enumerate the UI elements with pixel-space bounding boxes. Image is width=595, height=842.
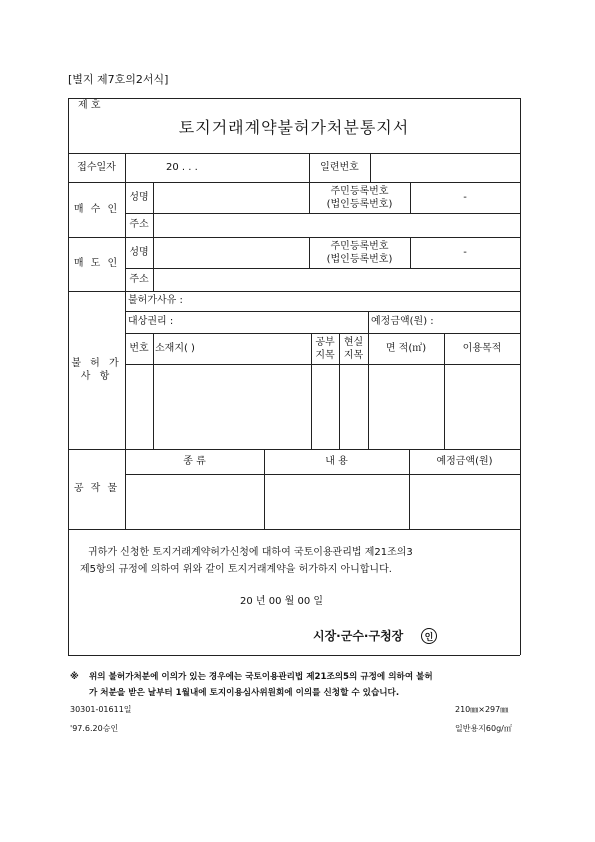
buyer-name-field[interactable] — [153, 182, 309, 213]
row-line — [125, 474, 520, 475]
table-border-bottom-main — [68, 529, 520, 530]
buyer-name-label: 성명 — [129, 191, 149, 203]
structures-kind-header: 종 류 — [183, 455, 206, 467]
seller-address-label: 주소 — [129, 273, 149, 285]
seller-label: 매 도 인 — [73, 258, 120, 270]
buyer-id-label — [309, 182, 410, 213]
seller-id-field[interactable]: - — [463, 246, 467, 258]
col-header-area: 면 적(㎡) — [385, 342, 427, 354]
notice-line-1: 귀하가 신청한 토지거래계약허가신청에 대하여 국토이용관리법 제21조의3 — [88, 547, 413, 558]
col-header-number: 번호 — [129, 342, 149, 354]
serial-number-field[interactable] — [370, 153, 520, 182]
structures-content-header: 내 용 — [325, 455, 348, 467]
footnote-line-1: 위의 불허가처분에 이의가 있는 경우에는 국토이용관리법 제21조의5의 규정에 의하여 불허 — [89, 672, 433, 682]
actual-category-line2: 지목 — [343, 349, 364, 361]
buyer-address-field[interactable] — [153, 213, 520, 237]
seller-id-label-line1: 주민등록번호 — [330, 240, 389, 252]
paper-size: 210㎜×297㎜ — [455, 705, 509, 714]
buyer-id-label-line2: (법인등록번호) — [326, 198, 393, 210]
approval-date: '97.6.20승인 — [70, 724, 119, 733]
table-border-right — [520, 98, 521, 655]
footnote-mark: ※ — [70, 672, 79, 682]
seal-icon: 인 — [421, 628, 437, 644]
col-line — [125, 153, 126, 182]
col-header-purpose: 이용목적 — [462, 342, 502, 354]
seller-id-label — [309, 237, 410, 268]
serial-number-label: 일련번호 — [320, 161, 359, 173]
col-header-official-category — [311, 333, 339, 364]
footnote-line-2: 가 처분을 받은 날부터 1월내에 토지이용심사위원회에 이의를 신청할 수 있습니다. — [89, 688, 400, 698]
table-border-bottom — [68, 655, 520, 656]
form-number: [별지 제7호의2서식] — [68, 73, 169, 86]
denial-section-label-line2: 사 항 — [80, 371, 113, 382]
structures-label: 공 작 물 — [73, 483, 120, 495]
notice-line-2: 제5항의 규정에 의하여 위와 같이 토지거래계약을 허가하지 아니합니다. — [80, 564, 392, 575]
buyer-id-label-line1: 주민등록번호 — [330, 185, 389, 197]
receipt-date-field[interactable]: 20 . . . — [166, 162, 198, 173]
actual-category-line1: 현실 — [343, 336, 364, 348]
official-category-line1: 공부 — [315, 336, 335, 348]
table-border-top — [68, 98, 520, 99]
buyer-label: 매 수 인 — [73, 203, 120, 215]
col-header-actual-category — [339, 333, 368, 364]
denial-section-label — [68, 291, 125, 449]
col-header-location: 소재지( ) — [155, 343, 195, 354]
structures-amount-header: 예정금액(원) — [436, 455, 493, 467]
buyer-id-field[interactable]: - — [463, 191, 467, 203]
receipt-date-label: 접수일자 — [77, 161, 116, 173]
row-line — [68, 291, 520, 292]
signer-title: 시장·군수·구청장 — [313, 629, 404, 643]
paper-spec: 일반용지60g/㎡ — [455, 724, 512, 733]
denial-reason-label: 불허가사유 : — [128, 295, 183, 306]
form-code: 30301-01611일 — [70, 705, 132, 714]
doc-title: 토지거래계약불허가처분통지서 — [178, 118, 410, 138]
official-category-line2: 지목 — [315, 349, 335, 361]
row-line — [125, 311, 520, 312]
seller-name-label: 성명 — [129, 246, 149, 258]
col-line — [153, 333, 154, 449]
seller-id-label-line2: (법인등록번호) — [326, 253, 393, 265]
seller-address-field[interactable] — [153, 268, 520, 291]
planned-amount-label: 예정금액(원) : — [371, 316, 434, 327]
notice-date: 20 년 00 월 00 일 — [240, 596, 324, 607]
row-line — [125, 364, 520, 365]
doc-number-label: 제 호 — [78, 100, 101, 111]
buyer-address-label: 주소 — [129, 219, 149, 231]
denial-section-label-line1: 불 허 가 — [71, 358, 122, 369]
col-line — [368, 311, 369, 449]
target-right-label: 대상권리 : — [128, 316, 174, 327]
seller-name-field[interactable] — [153, 237, 309, 268]
